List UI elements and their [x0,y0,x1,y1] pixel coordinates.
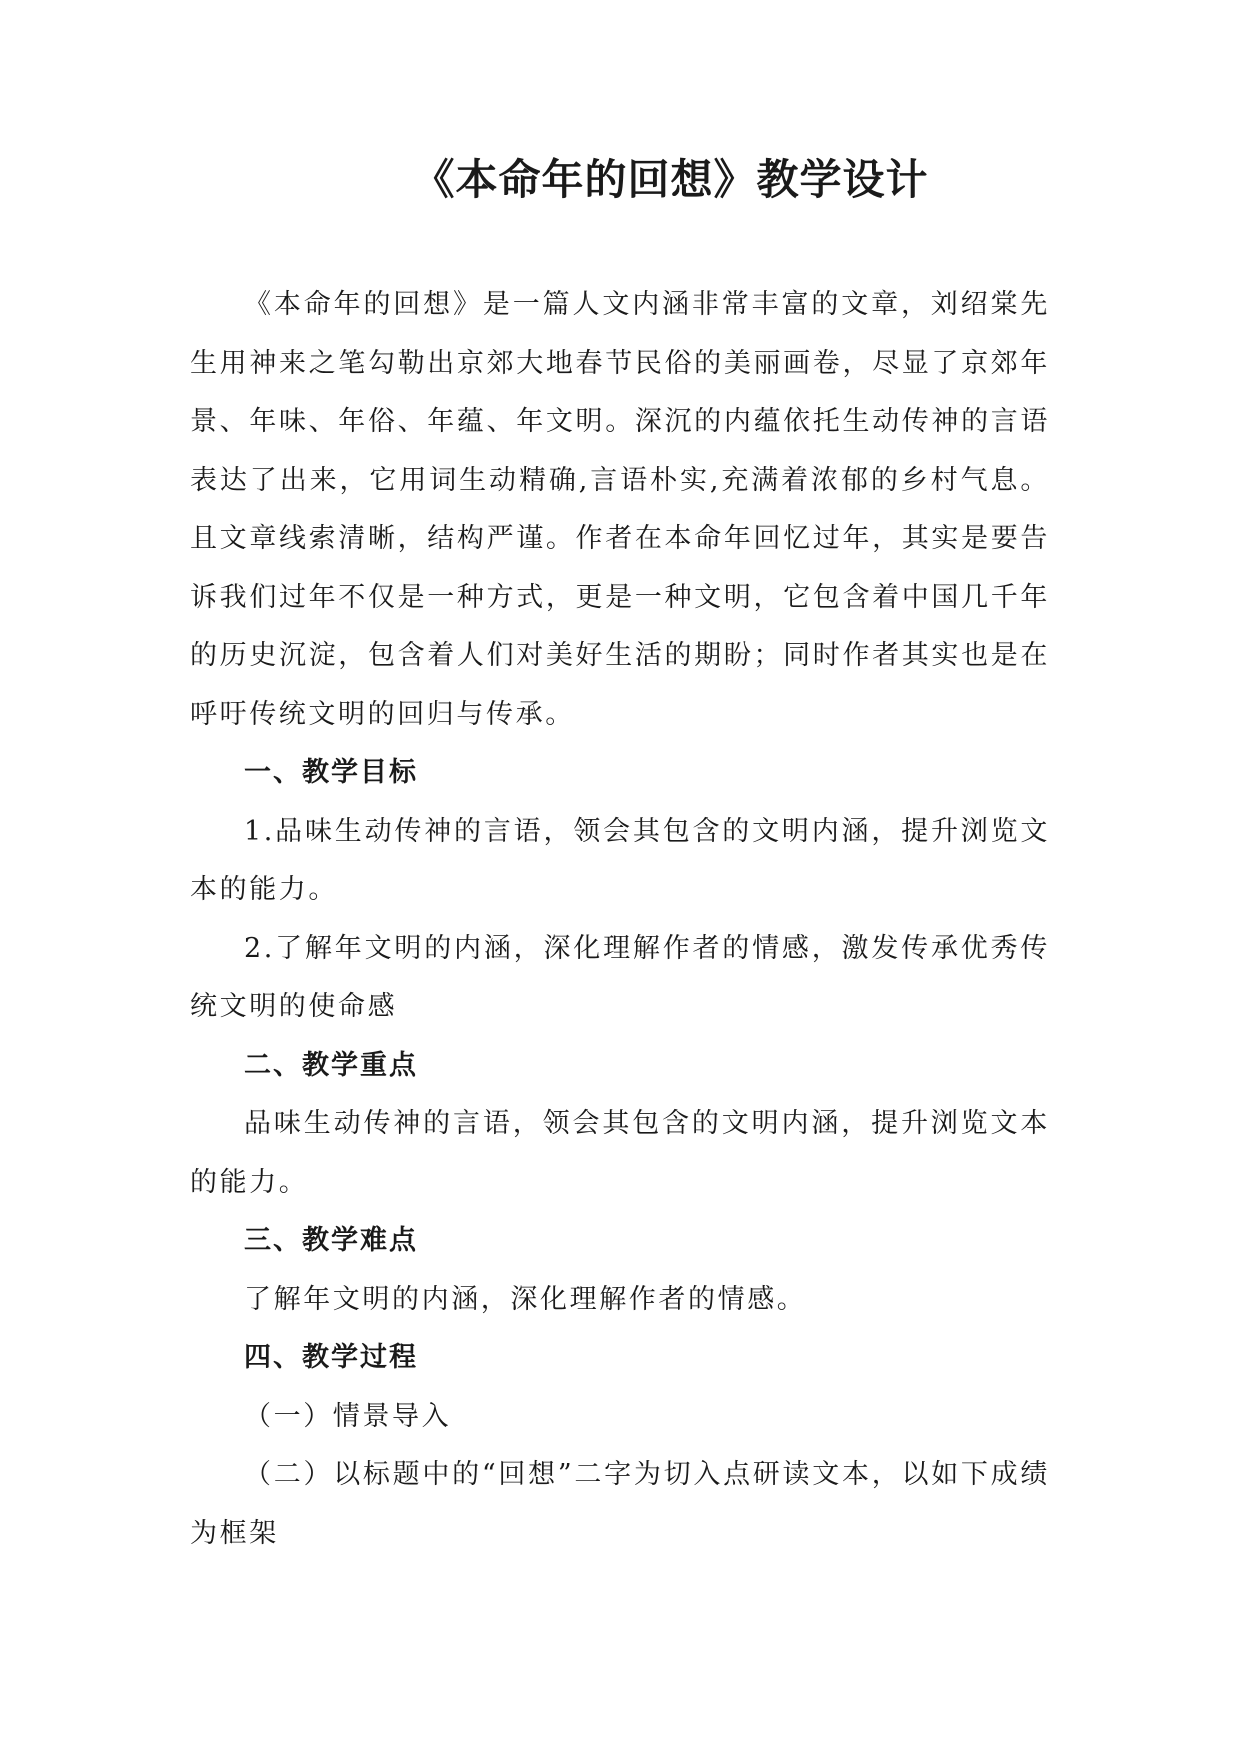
process-step-2: （二）以标题中的“回想”二字为切入点研读文本，以如下成绩为框架 [190,1459,1050,1549]
process-step-1: （一）情景导入 [244,1400,452,1432]
key-point-paragraph: 品味生动传神的言语，领会其包含的文明内涵，提升浏览文本的能力。 [190,1108,1050,1198]
document-body [190,276,1050,1563]
document-title: 《本命年的回想》教学设计 [412,155,929,204]
goal-item-1: 1.品味生动传神的言语，领会其包含的文明内涵，提升浏览文本的能力。 [190,815,1050,905]
section-heading-difficulties: 三、教学难点 [244,1225,418,1256]
section-heading-key-points: 二、教学重点 [244,1049,418,1081]
difficulty-paragraph: 了解年文明的内涵，深化理解作者的情感。 [244,1283,807,1315]
intro-paragraph: 《本命年的回想》是一篇人文内涵非常丰富的文章，刘绍棠先生用神来之笔勾勒出京郊大地春节民俗的美丽画卷，尽显了京郊年景、年味、年俗、年蕴、年文明。深沉的内蕴依托生动传神的言语表达了出来，它用词生动精确,言语朴实,充满着浓郁的乡村气息。且文章线索清晰，结构严谨。作者在本命年回忆过年，其实是要告诉我们过年不仅是一种方式，更是一种文明，它包含着中国几千年的历史沉淀，包含着人们对美好生活的期盼；同时作者其实也是在呼吁传统文明的回归与传承。 [190,289,1050,730]
section-heading-process: 四、教学过程 [244,1342,418,1373]
section-heading-goals: 一、教学目标 [244,757,418,788]
goal-item-2: 2.了解年文明的内涵，深化理解作者的情感，激发传承优秀传统文明的使命感 [190,932,1050,1022]
